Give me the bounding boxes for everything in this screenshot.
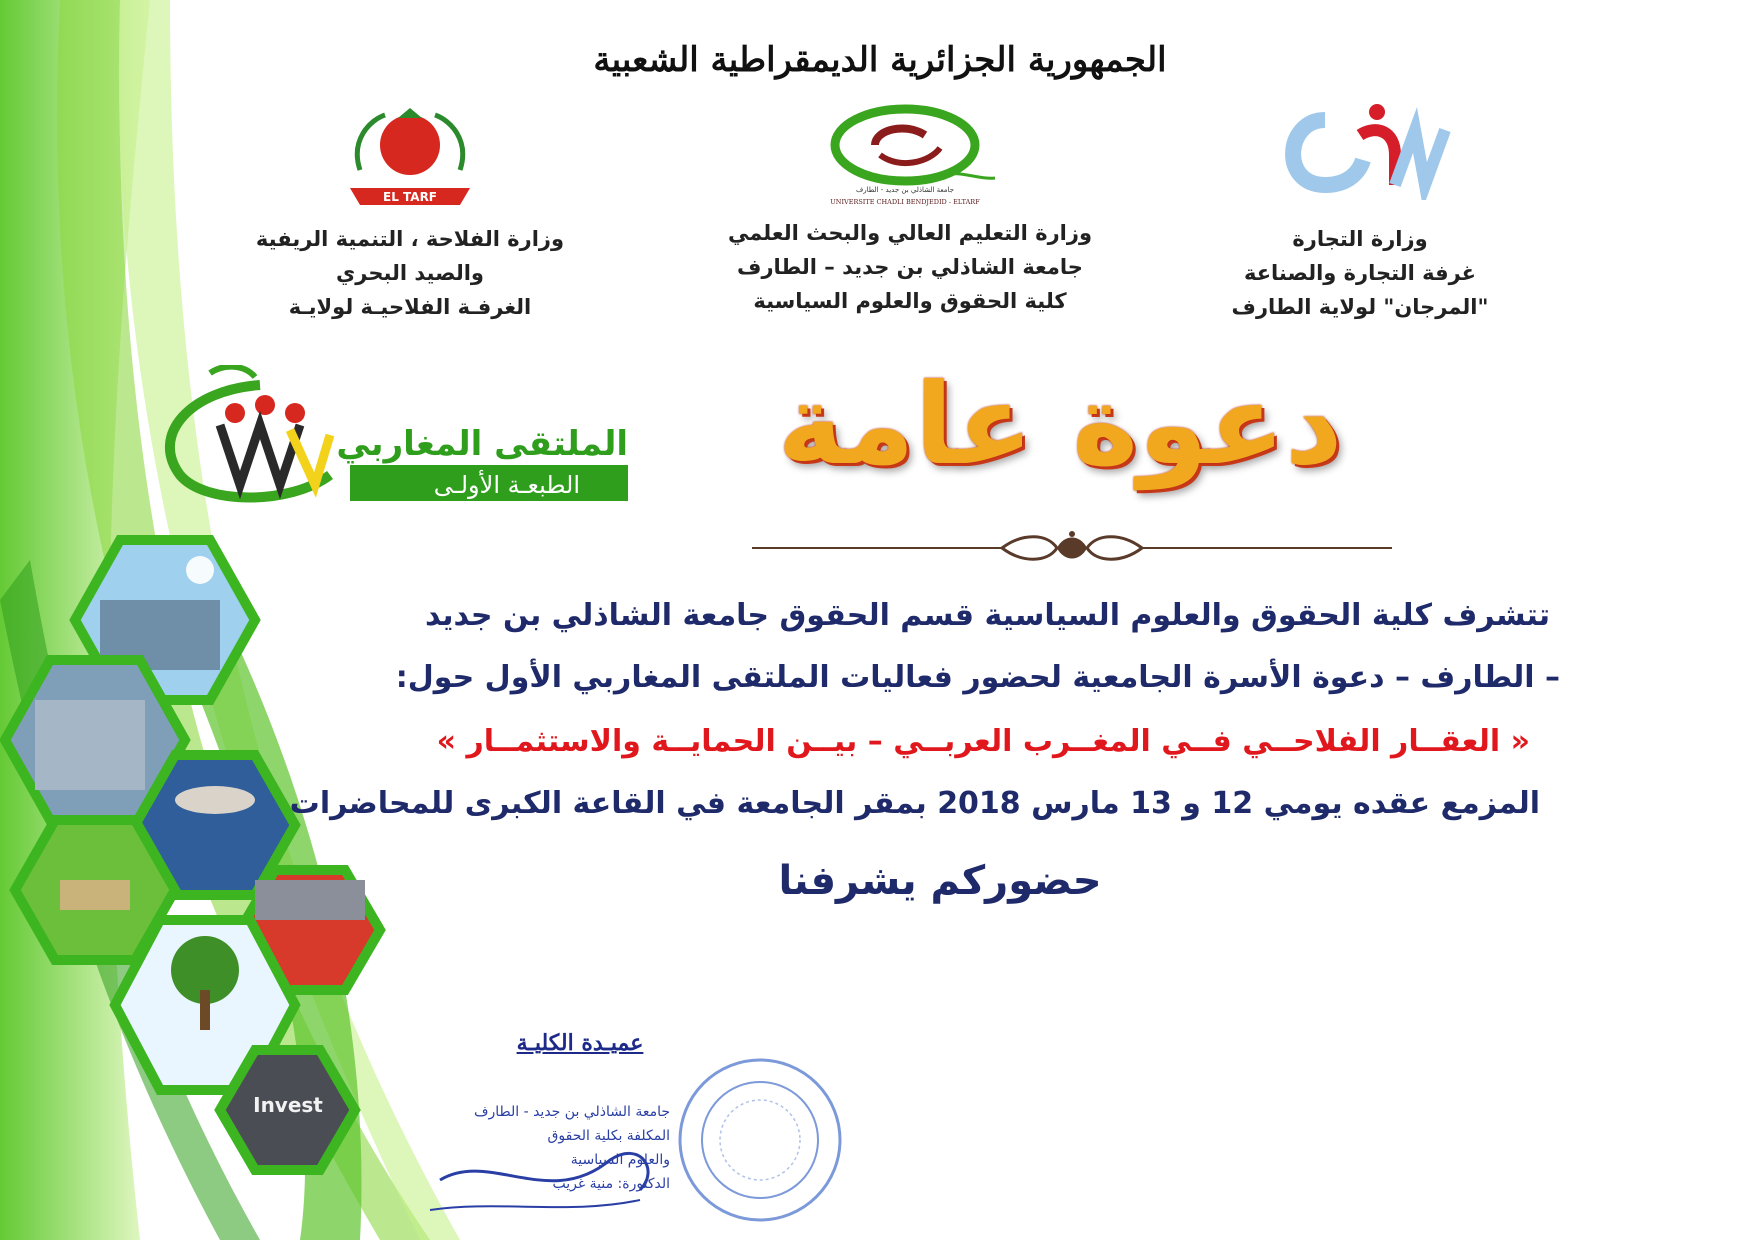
invitation-title: دعوة عامة	[777, 360, 1343, 490]
ministry-commerce-line-1: وزارة التجارة	[1292, 227, 1428, 251]
ministry-commerce-line-3: "المرجان" لولاية الطارف	[1231, 295, 1489, 319]
ministry-education	[720, 216, 1100, 318]
ministry-agriculture-line-1: وزارة الفلاحة ، التنمية الريفية	[255, 227, 565, 251]
stamp-line-3: والعلوم السياسية	[570, 1152, 670, 1168]
stamp-line-4: الدكتورة: منية غريب	[552, 1176, 670, 1192]
forum-edition: الطبعـة الأولـى	[433, 471, 580, 499]
forum-name: الملتقى المغاربي	[336, 424, 628, 464]
ministry-commerce	[1200, 222, 1520, 324]
invitation-line-2: – الطارف – دعوة الأسرة الجامعية لحضور فعاليات الملتقى المغاربي الأول حول:	[395, 660, 1560, 695]
ministry-education-line-1: وزارة التعليم العالي والبحث العلمي	[727, 221, 1093, 245]
ministry-agriculture-line-2: والصيد البحري	[336, 261, 484, 285]
republic-heading: الجمهورية الجزائرية الديمقراطية الشعبية	[593, 40, 1167, 80]
invest-label: Invest	[253, 1093, 323, 1117]
ministry-agriculture-line-3: الغرفـة الفلاحيـة لولايـة	[288, 295, 532, 319]
invitation-date-venue: المزمع عقده يومي 12 و 13 مارس 2018 بمقر الجامعة في القاعة الكبرى للمحاضرات	[289, 786, 1540, 821]
commerce-chamber-logo	[1265, 90, 1455, 200]
ministry-agriculture	[240, 222, 580, 324]
university-logo-text: UNIVERSITE CHADLI BENDJEDID - ELTARF	[830, 198, 980, 206]
agriculture-logo-text: EL TARF	[383, 190, 437, 204]
invitation-closing: حضوركم يشرفنا	[778, 858, 1102, 904]
hex-photo-invest	[220, 1050, 355, 1170]
ministry-commerce-line-2: غرفة التجارة والصناعة	[1243, 261, 1477, 285]
stamp-text	[410, 1100, 670, 1196]
ornament-divider	[752, 528, 1392, 568]
invitation-title-container	[660, 350, 1460, 510]
university-logo-text-ar: جامعة الشاذلي بن جديد - الطارف	[855, 186, 955, 194]
stamp-line-2: المكلفة بكلية الحقوق	[547, 1128, 670, 1144]
invitation-line-1: تتشرف كلية الحقوق والعلوم السياسية قسم الحقوق جامعة الشاذلي بن جديد	[424, 598, 1550, 633]
ministry-education-line-2: جامعة الشاذلي بن جديد – الطارف	[737, 255, 1083, 279]
dean-title: عميـدة الكليـة	[516, 1030, 644, 1056]
ministry-education-line-3: كلية الحقوق والعلوم السياسية	[753, 289, 1067, 313]
invitation-topic: « العقــار الفلاحــي فــي المغــرب العربــي – بيــن الحمايــة والاستثمــار »	[436, 724, 1530, 759]
commerce-logo-text: CM	[1414, 198, 1416, 199]
university-logo	[820, 100, 1000, 210]
forum-logo	[150, 365, 630, 505]
agriculture-chamber-logo	[330, 100, 490, 220]
stamp-line-1: جامعة الشاذلي بن جديد - الطارف	[473, 1104, 670, 1120]
